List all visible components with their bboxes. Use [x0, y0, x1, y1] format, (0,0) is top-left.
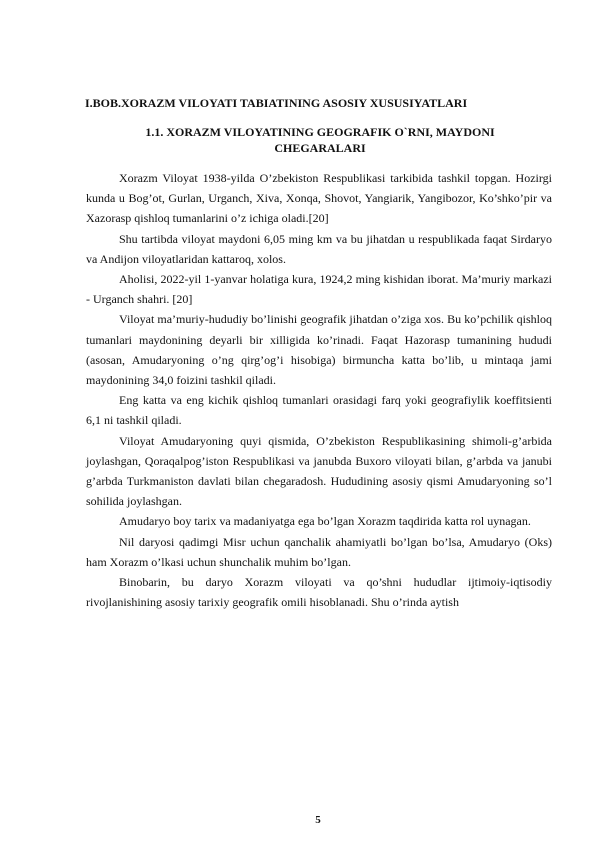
paragraph: Xorazm Viloyat 1938-yilda O’zbekiston Respublikasi tarkibida tashkil topgan. Hozirgi kunda u Bog’ot, Gurlan, Urganch, Xiva, Xonqa, Shovot, Yangiarik, Yangibozor, Ko’shko’pir va Xazorasp qishloq tumanlarini o’z ichiga oladi.[20]	[86, 171, 552, 226]
paragraph: Viloyat Amudaryoning quyi qismida, O’zbekiston Respublikasining shimoli-g’arbida joylashgan, Qoraqalpog’iston Respublikasi va janubda Buxoro viloyati bilan, g’arbda va janubi g’arbda Turkmaniston davlati bilan chegaradosh. Hududining asosiy qismi Amudaryoning so’l sohilida joylashgan.	[86, 433, 552, 509]
paragraph: Amudaryo boy tarix va madaniyatga ega bo’lgan Xorazm taqdirida katta rol uynagan.	[119, 514, 531, 529]
paragraph: Nil daryosi qadimgi Misr uchun qanchalik ahamiyatli bo’lgan bo’lsa, Amudaryo (Oks) ham Xorazm o’lkasi uchun shunchalik muhim bo’lgan.	[86, 534, 552, 569]
paragraph: Shu tartibda viloyat maydoni 6,05 ming km va bu jihatdan u respublikada faqat Sirdaryo va Andijon viloyatlaridan kattaroq, xolos.	[86, 231, 552, 266]
chapter-title: I.BOB.XORAZM VILOYATI TABIATINING ASOSIY XUSUSIYATLARI	[85, 96, 468, 110]
paragraph: Viloyat ma’muriy-hududiy bo’linishi geografik jihatdan o’ziga xos. Bu ko’pchilik qishloq tumanlari maydonining deyarli bir xilligida ko’rinadi. Faqat Hazorasp tumanining hududi (asosan, Amudaryoning o’ng qirg’og’i hisobiga) birmuncha katta bo’lib, u mintaqa jami maydonining 34,0 foizini tashkil qiladi.	[86, 312, 552, 388]
body-text	[86, 168, 552, 612]
paragraph: Binobarin, bu daryo Xorazm viloyati va qo’shni hududlar ijtimoiy-iqtisodiy rivojlanishining asosiy tarixiy geografik omili hisoblanadi. Shu o’rinda aytish	[86, 575, 552, 610]
section-title: 1.1. XORAZM VILOYATINING GEOGRAFIK O`RNI, MAYDONI CHEGARALARI	[145, 125, 495, 155]
page-number: 5	[315, 814, 321, 826]
paragraph: Eng katta va eng kichik qishloq tumanlari orasidagi farq yoki geografiylik koeffitsienti 6,1 ni tashkil qiladi.	[86, 393, 552, 428]
paragraph: Aholisi, 2022-yil 1-yanvar holatiga kura, 1924,2 ming kishidan iborat. Ma’muriy markazi - Urganch shahri. [20]	[86, 272, 552, 307]
